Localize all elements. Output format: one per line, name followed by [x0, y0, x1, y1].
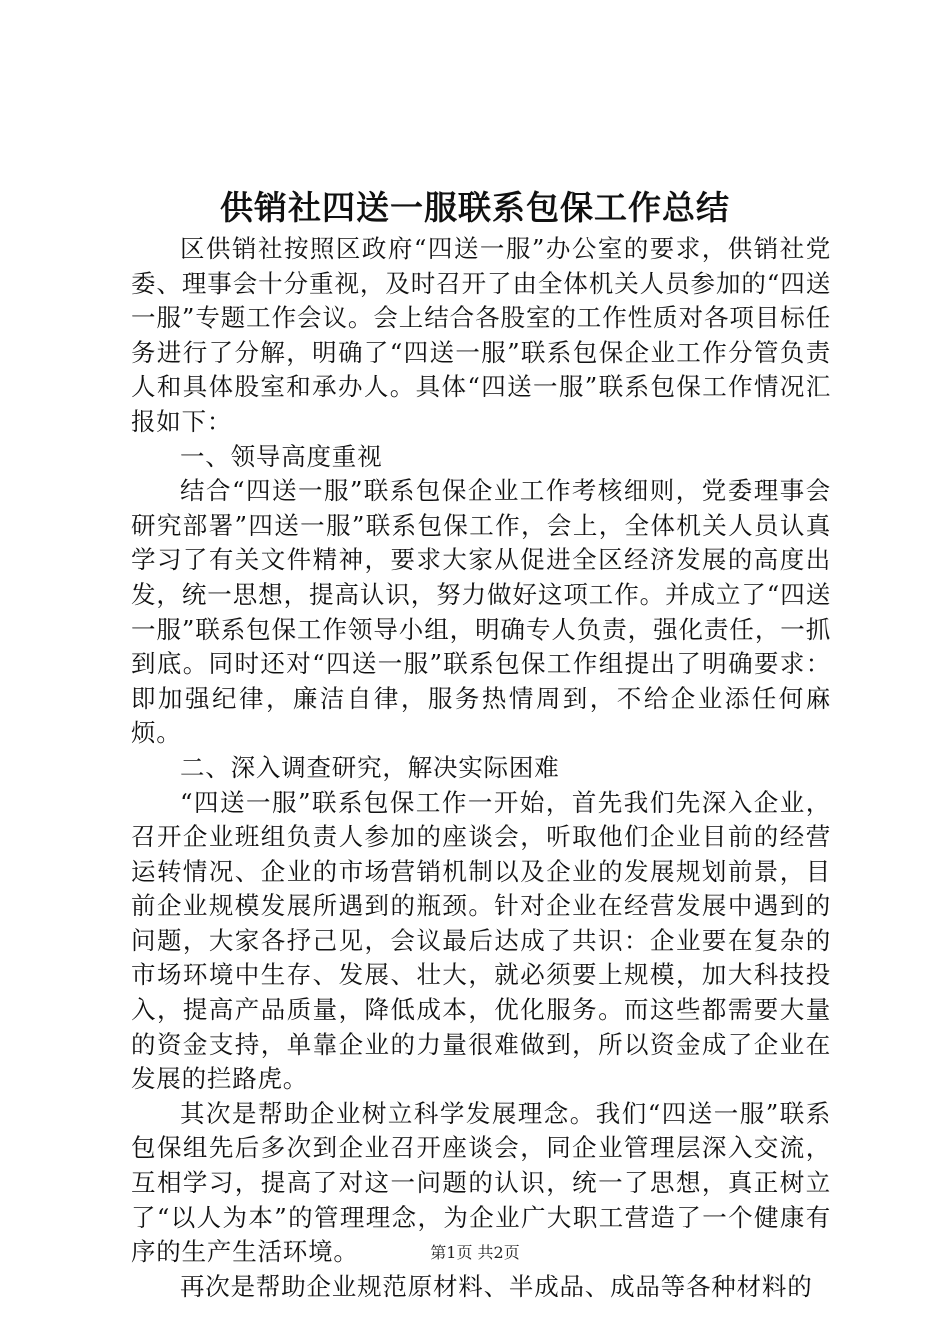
- page-footer: 第1页 共2页: [430, 1243, 520, 1262]
- paragraph-section-2-c: 再次是帮助企业规范原材料、半成品、成品等各种材料的: [180, 1271, 813, 1301]
- paragraph-section-1: 结合“四送一服”联系包保企业工作考核细则，党委理事会研究部署”四送一服”联系包保工作，会上，全体机关人员认真学习了有关文件精神，要求大家从促进全区经济发展的高度出发，统一思想，提高认识，努力做好这项工作。并成立了“四送一服”联系包保工作领导小组，明确专人负责，强化责任，一抓到底。同时还对“四送一服”联系包保工作组提出了明确要求：即加强纪律，廉洁自律，服务热情周到，不给企业添任何麻烦。: [131, 476, 832, 748]
- section-heading-1: 一、领导高度重视: [180, 441, 383, 471]
- paragraph-section-2-b: 其次是帮助企业树立科学发展理念。我们“四送一服”联系包保组先后多次到企业召开座谈会，同企业管理层深入交流，互相学习，提高了对这一问题的认识，统一了思想，真正树立了“以人为本”的管理理念，为企业广大职工营造了一个健康有序的生产生活环境。: [131, 1098, 831, 1267]
- section-heading-2: 二、深入调查研究，解决实际困难: [180, 752, 560, 782]
- paragraph-intro: 区供销社按照区政府“四送一服”办公室的要求，供销社党委、理事会十分重视，及时召开了由全体机关人员参加的“四送一服”专题工作会议。会上结合各股室的工作性质对各项目标任务进行了分解，明确了“四送一服”联系包保企业工作分管负责人和具体股室和承办人。具体“四送一服”联系包保工作情况汇报如下：: [131, 234, 832, 436]
- paragraph-section-2-a: “四送一服”联系包保工作一开始，首先我们先深入企业，召开企业班组负责人参加的座谈会，听取他们企业目前的经营运转情况、企业的市场营销机制以及企业的发展规划前景，目前企业规模发展所遇到的瓶颈。针对企业在经营发展中遇到的问题，大家各抒己见，会议最后达成了共识：企业要在复杂的市场环境中生存、发展、壮大，就必须要上规模，加大科技投入，提高产品质量，降低成本，优化服务。而这些都需要大量的资金支持，单靠企业的力量很难做到，所以资金成了企业在发展的拦路虎。: [131, 787, 831, 1094]
- document-body: [131, 232, 831, 1304]
- document-title: 供销社四送一服联系包保工作总结: [220, 188, 730, 227]
